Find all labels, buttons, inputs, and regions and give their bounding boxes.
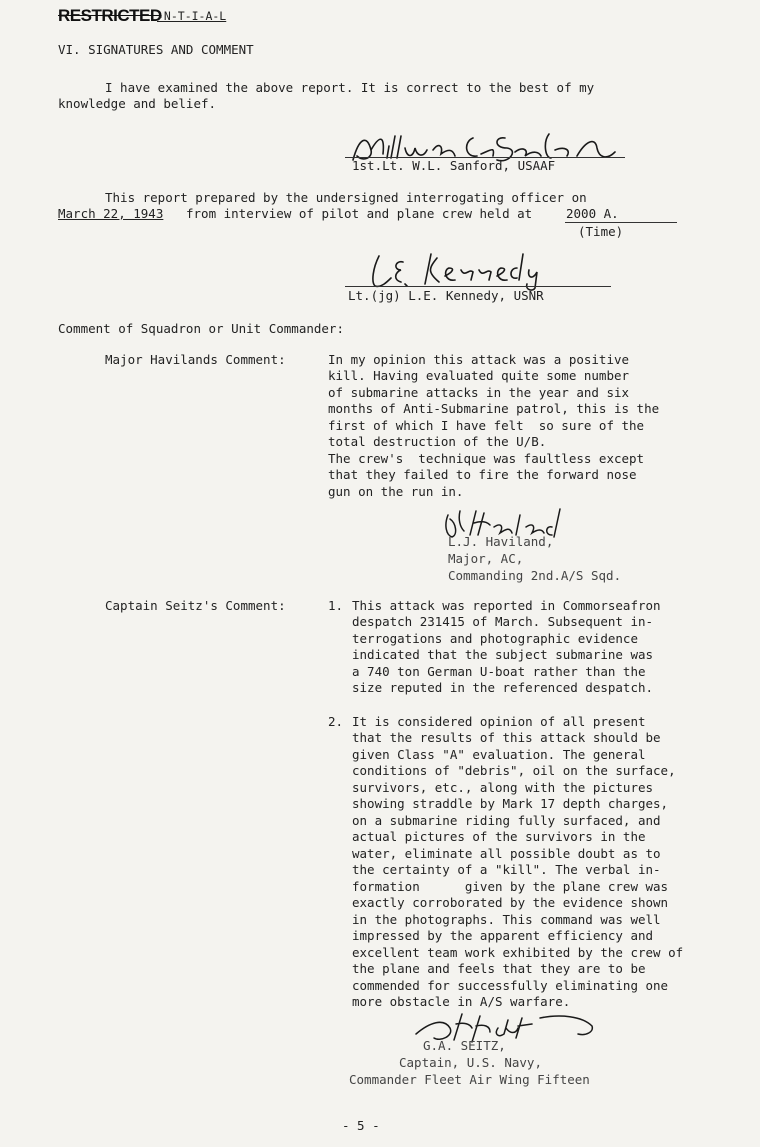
seitz-item-2-number: 2.	[328, 714, 344, 729]
time-underline	[565, 222, 677, 223]
seitz-item-2-line: conditions of "debris", oil on the surface,	[352, 763, 676, 778]
seitz-item-2-line: It is considered opinion of all present	[352, 714, 646, 729]
seitz-item-1-line: indicated that the subject submarine was	[352, 647, 654, 662]
seitz-item-2-line: exactly corroborated by the evidence shown	[352, 895, 669, 910]
seitz-item-2-line: in the photographs. This command was well	[352, 912, 661, 927]
seitz-item-2-line: that the results of this attack should be	[352, 730, 661, 745]
seitz-item-1-line: a 740 ton German U-boat rather than the	[352, 664, 646, 679]
seitz-item-2-line: formation given by the plane crew was	[352, 879, 669, 894]
haviland-comment-line: The crew's technique was faultless except	[328, 451, 645, 466]
comment-heading: Comment of Squadron or Unit Commander:	[58, 321, 344, 336]
seitz-item-1-line: despatch 231415 of March. Subsequent in-	[352, 614, 654, 629]
haviland-comment-line: of submarine attacks in the year and six	[328, 385, 630, 400]
seitz-item-2-line: given Class "A" evaluation. The general	[352, 747, 646, 762]
seitz-sig-line: Commander Fleet Air Wing Fifteen	[349, 1072, 590, 1087]
seitz-item-2-line: the plane and feels that they are to be	[352, 961, 646, 976]
preparation-line-1: This report prepared by the undersigned interrogating officer on	[105, 190, 587, 205]
haviland-label: Major Havilands Comment:	[105, 352, 286, 367]
haviland-sig-line: Commanding 2nd.A/S Sqd.	[448, 568, 622, 583]
section-title: VI. SIGNATURES AND COMMENT	[58, 42, 254, 57]
report-date: March 22, 1943	[58, 206, 164, 221]
haviland-comment-line: kill. Having evaluated quite some number	[328, 368, 630, 383]
seitz-item-2-line: more obstacle in A/S warfare.	[352, 994, 571, 1009]
preparation-line-2: from interview of pilot and plane crew held at	[186, 206, 533, 221]
time-label: (Time)	[578, 224, 624, 239]
haviland-sig-line: L.J. Haviland,	[448, 534, 554, 549]
haviland-comment-line: months of Anti-Submarine patrol, this is the	[328, 401, 660, 416]
restricted-stamp: RESTRICTED	[58, 6, 162, 25]
certification-line-2: knowledge and belief.	[58, 96, 217, 111]
seitz-label: Captain Seitz's Comment:	[105, 598, 286, 613]
seitz-item-2-line: actual pictures of the survivors in the	[352, 829, 646, 844]
seitz-sig-line: Captain, U.S. Navy,	[399, 1055, 542, 1070]
seitz-item-1-line: This attack was reported in Commorseafron	[352, 598, 661, 613]
kennedy-name: Lt.(jg) L.E. Kennedy, USNR	[348, 288, 544, 303]
haviland-comment-line: that they failed to fire the forward nose	[328, 467, 637, 482]
seitz-item-2-line: on a submarine riding fully surfaced, and	[352, 813, 661, 828]
haviland-comment-line: In my opinion this attack was a positive	[328, 352, 630, 367]
haviland-comment-line: gun on the run in.	[328, 484, 464, 499]
seitz-item-2-line: survivors, etc., along with the pictures	[352, 780, 654, 795]
seitz-item-1-line: terrogations and photographic evidence	[352, 631, 638, 646]
haviland-comment-line: total destruction of the U/B.	[328, 434, 547, 449]
seitz-item-2-line: the certainty of a "kill". The verbal in-	[352, 862, 661, 877]
sanford-name: 1st.Lt. W.L. Sanford, USAAF	[352, 158, 556, 173]
seitz-item-1-line: size reputed in the referenced despatch.	[352, 680, 654, 695]
seitz-item-2-line: impressed by the apparent efficiency and	[352, 928, 654, 943]
page-number: - 5 -	[342, 1118, 380, 1133]
seitz-item-2-line: excellent team work exhibited by the crew of	[352, 945, 684, 960]
signature-line-2	[345, 286, 611, 287]
certification-line-1: I have examined the above report. It is correct to the best of my	[105, 80, 595, 95]
header-confidential-tail: -N-T-I-A-L	[157, 9, 227, 23]
seitz-item-2-line: water, eliminate all possible doubt as to	[352, 846, 661, 861]
haviland-comment-line: first of which I have felt so sure of the	[328, 418, 645, 433]
haviland-sig-line: Major, AC,	[448, 551, 524, 566]
seitz-sig-line: G.A. SEITZ,	[423, 1038, 506, 1053]
seitz-item-2-line: showing straddle by Mark 17 depth charges,	[352, 796, 669, 811]
seitz-item-2-line: commended for successfully eliminating one	[352, 978, 669, 993]
report-time: 2000 A.	[566, 206, 619, 221]
seitz-item-1-number: 1.	[328, 598, 344, 613]
